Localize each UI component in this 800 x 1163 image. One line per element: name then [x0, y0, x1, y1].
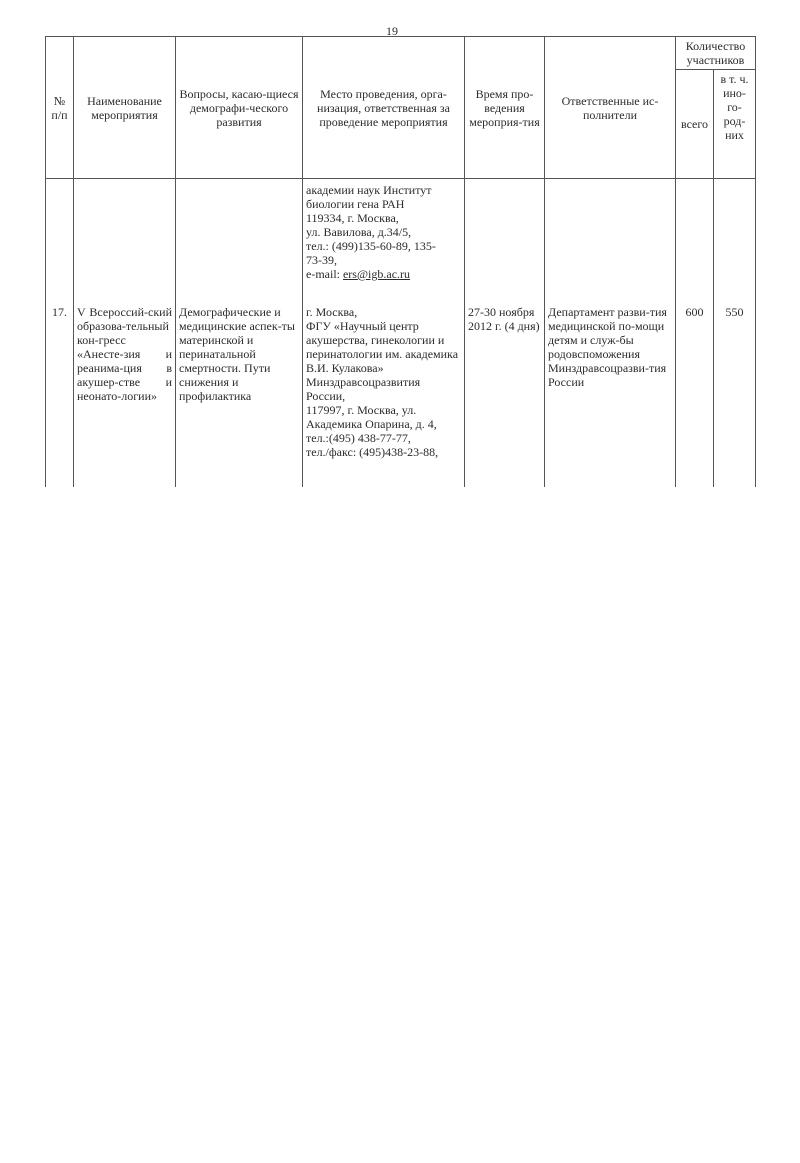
place-line: 117997, г. Москва, ул. Академика Опарина, д. 4, — [306, 403, 437, 431]
event-responsible: Департамент разви-тия медицинской по-мощи детям и служ-бы родовспоможения Минздравсоцразви-тия России — [545, 297, 676, 487]
header-name: Наименование мероприятия — [74, 37, 176, 179]
table-row — [46, 297, 756, 487]
header-time: Время про-ведения мероприя-тия — [465, 37, 545, 179]
header-total: всего — [676, 70, 714, 179]
place-line: тел./факс: (495)438-23-88, — [306, 445, 439, 459]
place-line: ФГУ «Научный центр акушерства, гинекологии и перинатологии им. академика В.И. Кулакова» Минздравсоцразвития России, — [306, 319, 459, 403]
events-table — [45, 36, 756, 487]
continuation-place — [303, 179, 465, 298]
place-line: тел.:(495) 438-77-77, — [306, 431, 411, 445]
header-participants: Количество участников — [676, 37, 756, 70]
continuation-place-line: биологии гена РАН — [306, 197, 405, 211]
header-nonresident: в т. ч. ино-го-род-них — [714, 70, 756, 179]
continuation-place-line: академии наук Институт — [306, 183, 432, 197]
email-prefix: e-mail: — [306, 267, 343, 281]
header-place: Место проведения, орга-низация, ответственная за проведение мероприятия — [303, 37, 465, 179]
continuation-place-line: 119334, г. Москва, — [306, 211, 399, 225]
email-link[interactable]: ers@igb.ac.ru — [342, 267, 411, 281]
participants-nonresident: 550 — [714, 297, 756, 487]
participants-total: 600 — [676, 297, 714, 487]
event-issues: Демографические и медицинские аспек-ты материнской и перинатальной смертности. Пути снижения и профилактика — [176, 297, 303, 487]
event-name: V Всероссий-ский образова-тельный кон-гресс «Анесте-зия и реанима-ция в акушер-стве и неонато-логии» — [74, 297, 176, 487]
header-responsible: Ответственные ис-полнители — [545, 37, 676, 179]
row-num: 17. — [46, 297, 74, 487]
event-place — [303, 297, 465, 487]
header-issues: Вопросы, касаю-щиеся демографи-ческого развития — [176, 37, 303, 179]
place-line: г. Москва, — [306, 305, 358, 319]
continuation-place-line: тел.: (499)135-60-89, 135- — [306, 239, 436, 253]
email-line — [306, 267, 461, 281]
continuation-row — [46, 179, 756, 298]
header-num: № п/п — [46, 37, 74, 179]
continuation-place-line: ул. Вавилова, д.34/5, — [306, 225, 412, 239]
event-time: 27-30 ноября 2012 г. (4 дня) — [465, 297, 545, 487]
page-number: 19 — [386, 24, 398, 38]
continuation-place-line: 73-39, — [306, 253, 337, 267]
